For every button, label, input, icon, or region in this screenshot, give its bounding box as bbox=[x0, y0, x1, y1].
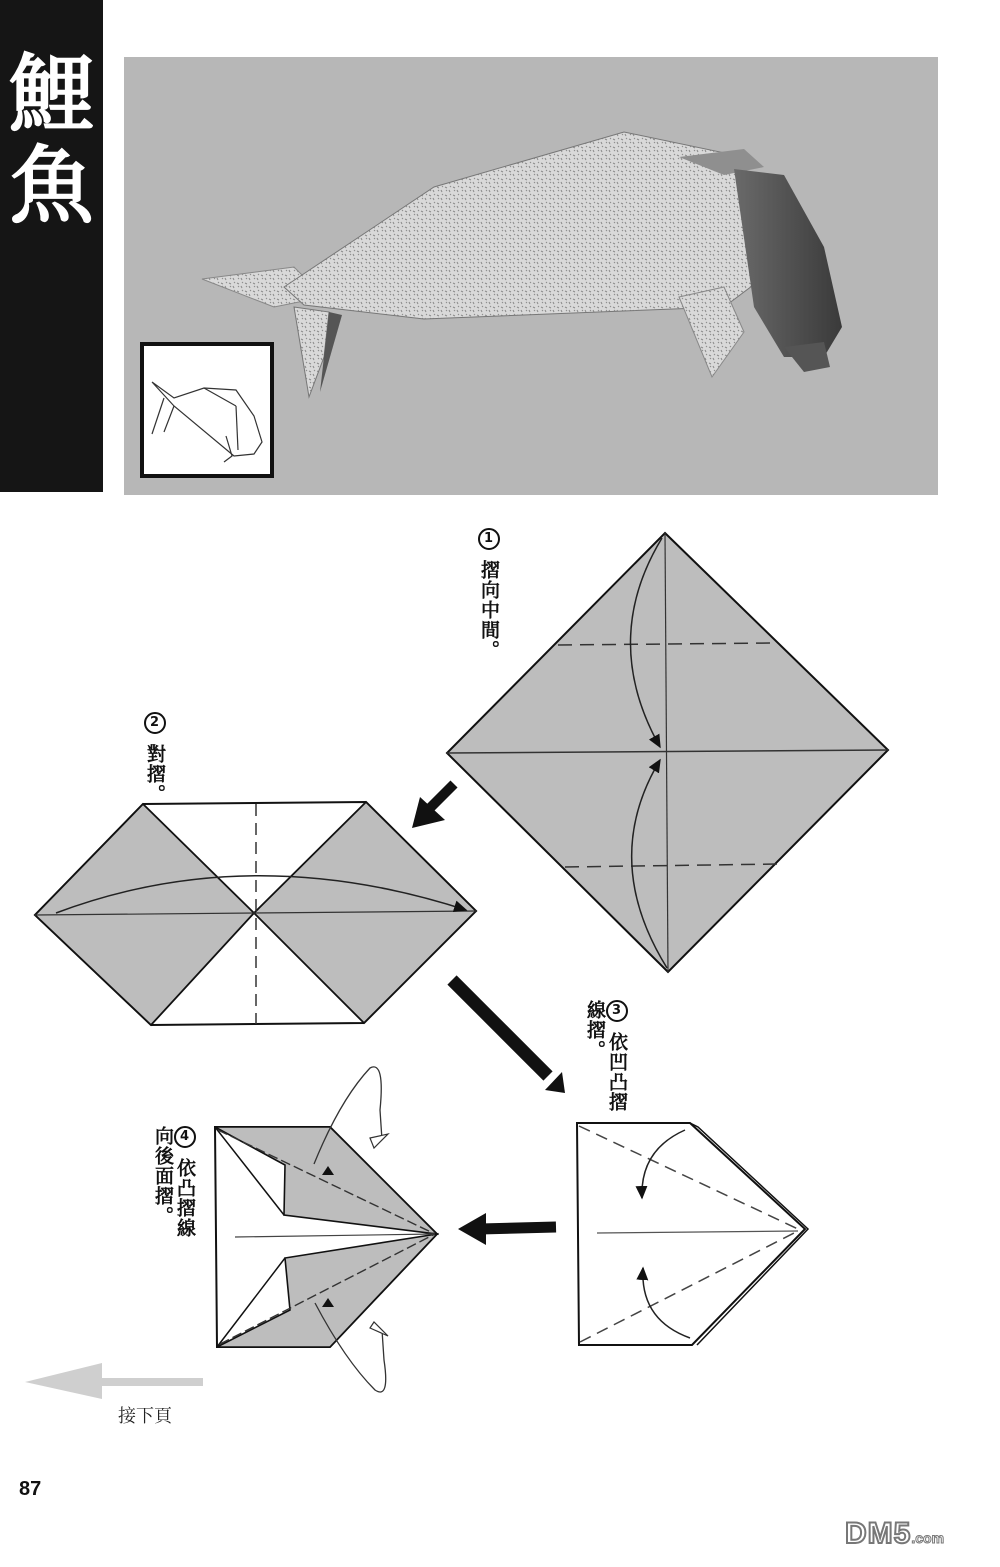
arrow-to-step-3 bbox=[452, 980, 565, 1093]
step-1-label bbox=[478, 528, 500, 660]
step-3-label bbox=[584, 1000, 628, 1115]
step-2-label bbox=[144, 712, 166, 804]
watermark-logo bbox=[845, 1517, 944, 1551]
step-4-number: 4 bbox=[174, 1126, 196, 1148]
watermark-main: DM5 bbox=[845, 1517, 912, 1550]
step-1-diagram bbox=[447, 533, 888, 972]
step-3-diagram bbox=[577, 1123, 808, 1345]
step-1-text: 摺向中間。 bbox=[478, 559, 500, 660]
step-1-number: 1 bbox=[478, 528, 500, 550]
title-char-2: 魚 bbox=[9, 137, 94, 235]
step-2-diagram bbox=[35, 802, 476, 1025]
step-4-diagram bbox=[215, 1067, 437, 1392]
step-4-text: 依凸摺線向後面摺。 bbox=[152, 1126, 196, 1238]
step-2-number: 2 bbox=[144, 712, 166, 734]
arrow-to-step-2 bbox=[412, 784, 454, 828]
page-number: 87 bbox=[19, 1478, 42, 1500]
watermark-suffix: .com bbox=[911, 1530, 945, 1546]
next-page-label: 接下頁 bbox=[118, 1406, 172, 1427]
step-3-text: 依凹凸摺線摺。 bbox=[584, 1000, 628, 1112]
step-2-text: 對摺。 bbox=[144, 743, 166, 804]
step-3-number: 3 bbox=[606, 1000, 628, 1022]
next-page-arrow-icon bbox=[25, 1363, 203, 1399]
title-char-1: 鯉 bbox=[9, 45, 94, 143]
step-4-label bbox=[152, 1126, 196, 1254]
arrow-to-step-4 bbox=[458, 1213, 556, 1245]
